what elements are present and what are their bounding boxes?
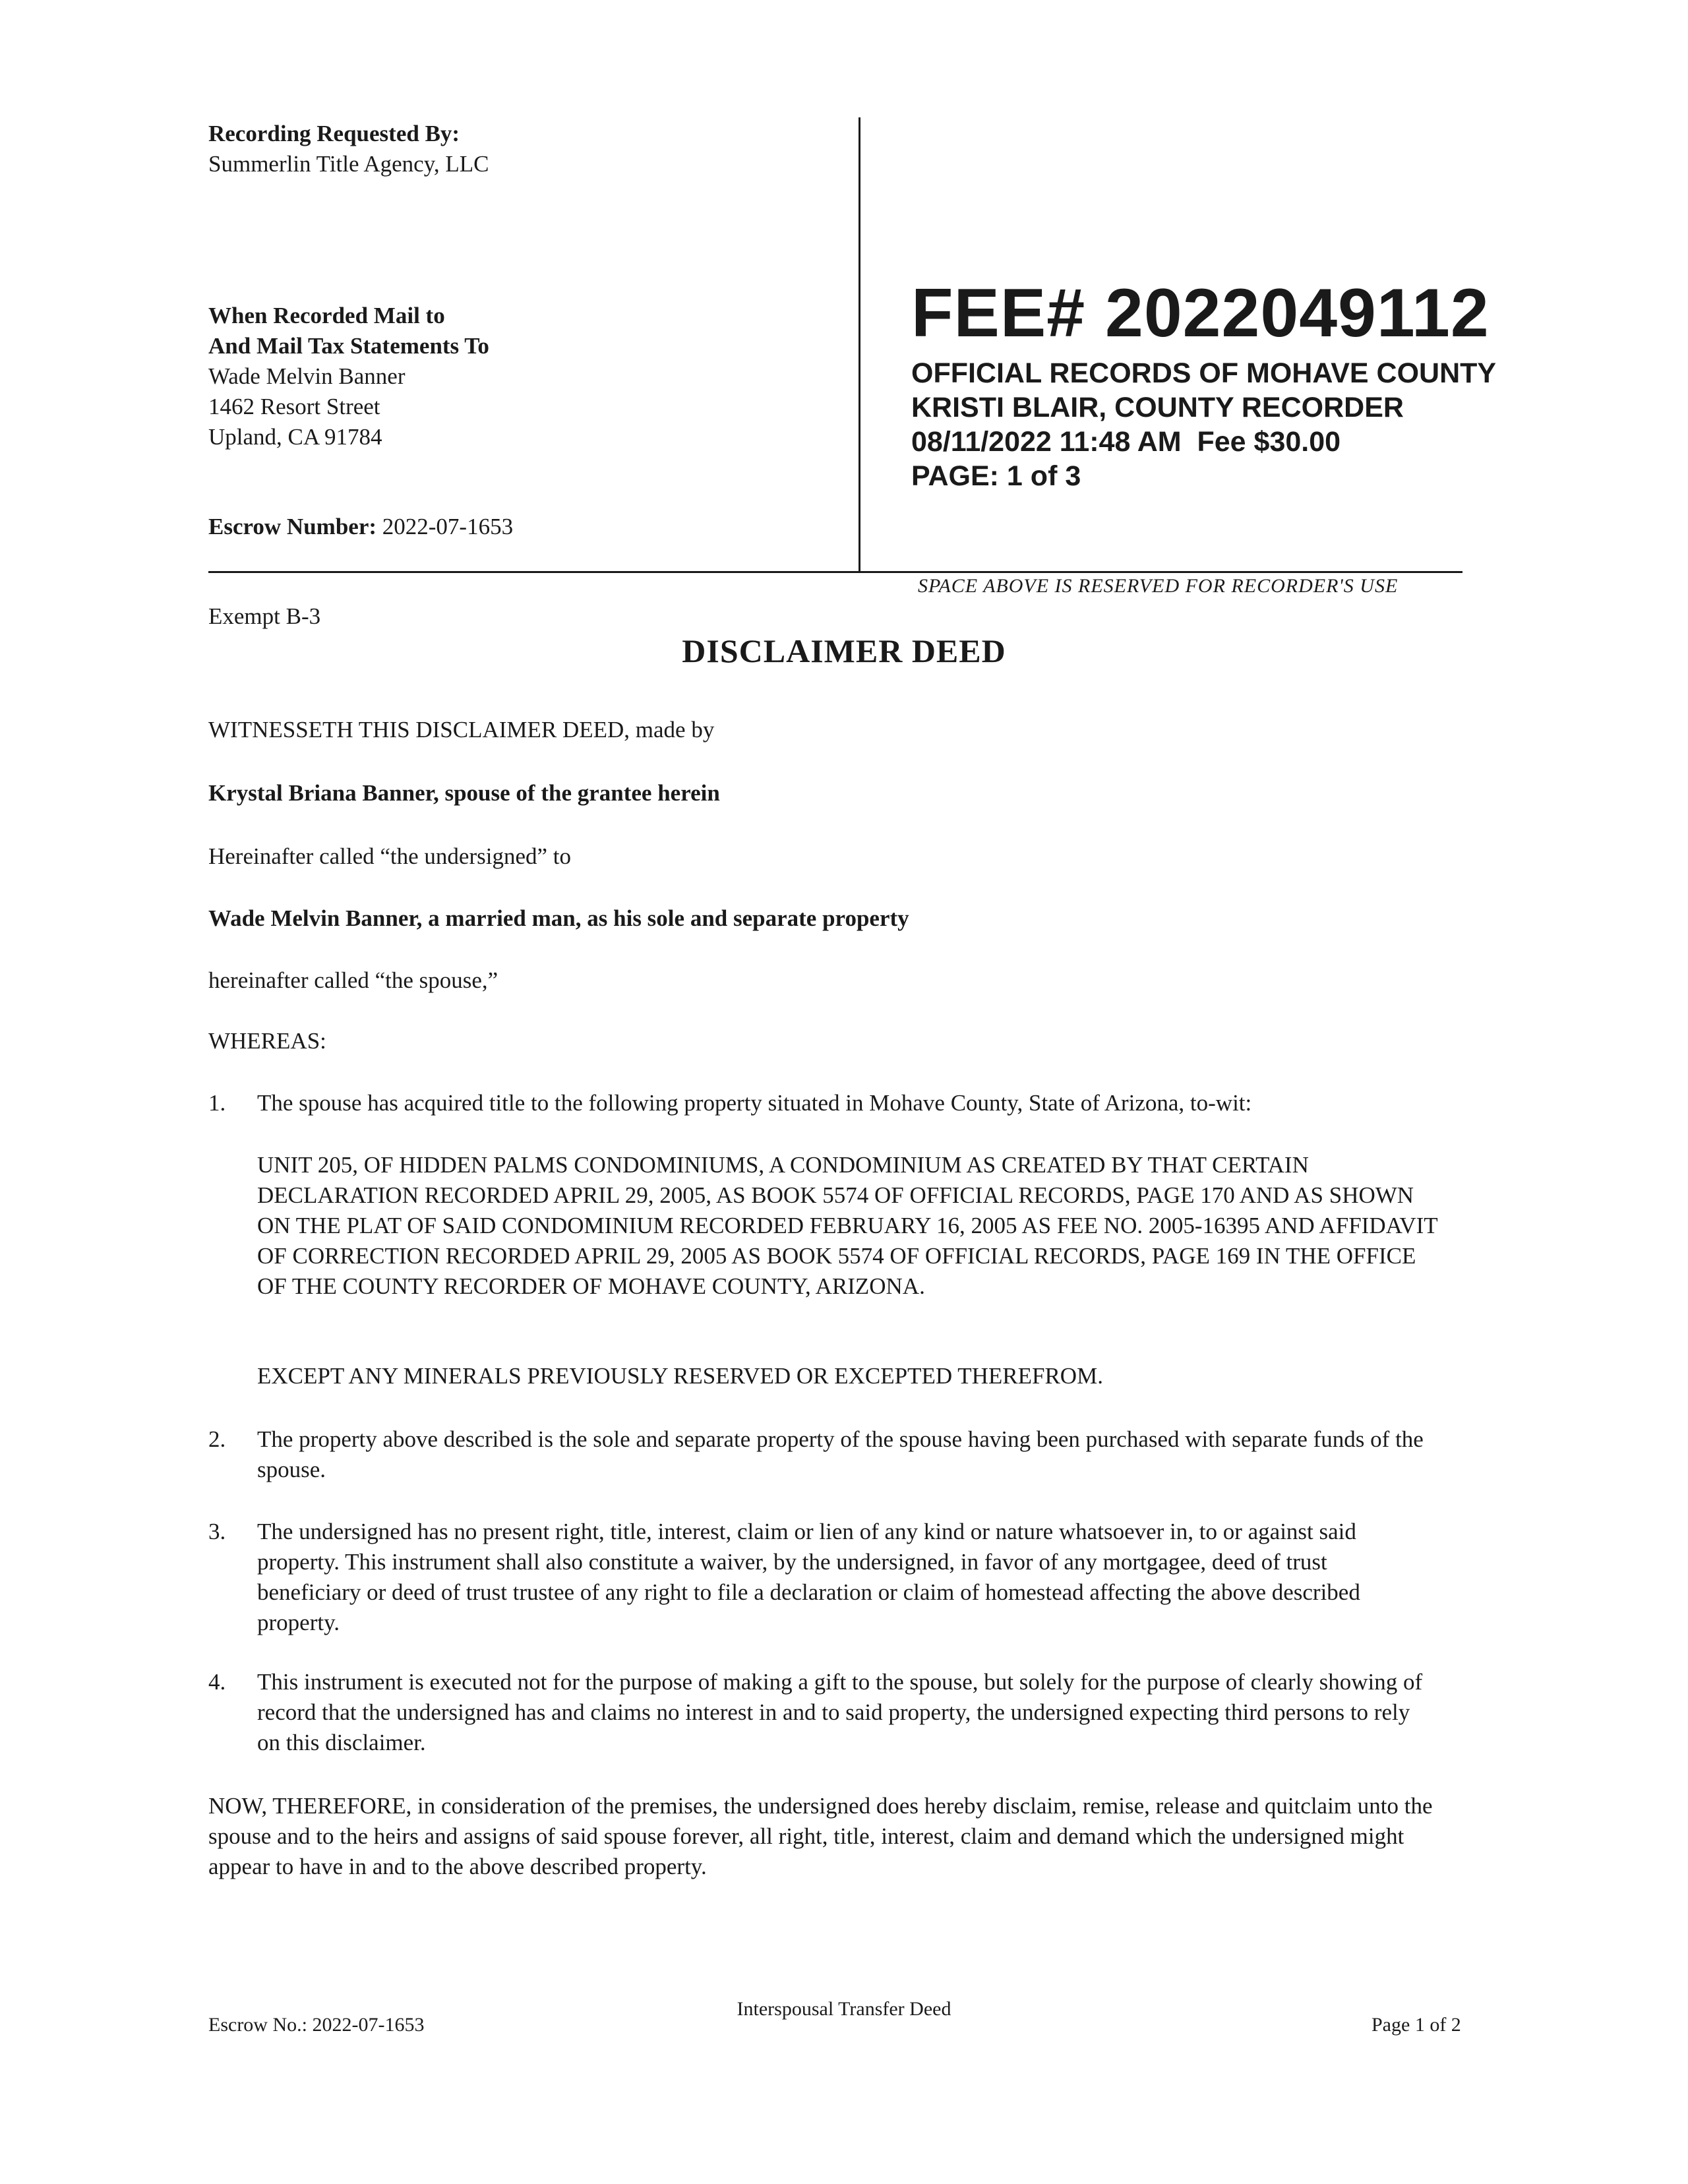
mail-to-label: When Recorded Mail to xyxy=(208,303,445,328)
grantor-line: Krystal Briana Banner, spouse of the grantee herein xyxy=(208,780,720,806)
requested-by-value: Summerlin Title Agency, LLC xyxy=(208,151,489,177)
escrow-number-value: 2022-07-1653 xyxy=(382,514,514,539)
spouse-clause: hereinafter called “the spouse,” xyxy=(208,967,498,993)
witnesseth-clause: WITNESSETH THIS DISCLAIMER DEED, made by xyxy=(208,717,715,743)
recital-item: The spouse has acquired title to the following property situated in Mohave County, State of Arizona, to-wit: xyxy=(257,1090,1252,1116)
mail-name: Wade Melvin Banner xyxy=(208,363,406,389)
item-number: 1. xyxy=(208,1090,226,1116)
legal-description: UNIT 205, OF HIDDEN PALMS CONDOMINIUMS, A CONDOMINIUM AS CREATED BY THAT CERTAIN DECLARATION RECORDED APRIL 29, 2005, AS BOOK 5574 OF OFFICIAL RECORDS, PAGE 170 AND AS SHOWN ON THE PLAT OF SAID CONDOMINIUM RECORDED FEBRUARY 16, 2005 AS FEE NO. 2005-16395 AND AFFIDAVIT OF CORRECTION RECORDED APRIL 29, 2005 AS BOOK 5574 OF OFFICIAL RECORDS, PAGE 169 IN THE OFFICE OF THE COUNTY RECORDER OF MOHAVE COUNTY, ARIZONA. xyxy=(257,1152,1438,1299)
mineral-exception: EXCEPT ANY MINERALS PREVIOUSLY RESERVED OR EXCEPTED THEREFROM. xyxy=(257,1363,1103,1389)
recording-header xyxy=(208,119,828,542)
mail-street: 1462 Resort Street xyxy=(208,394,380,419)
recording-datetime-fee: 08/11/2022 11:48 AM Fee $30.00 xyxy=(911,426,1341,458)
document-title: DISCLAIMER DEED xyxy=(682,632,1006,669)
recording-page-count: PAGE: 1 of 3 xyxy=(911,460,1081,492)
footer-document-type: Interspousal Transfer Deed xyxy=(737,1998,951,2020)
recital-item: This instrument is executed not for the purpose of making a gift to the spouse, but solely for the purpose of clearly showing of record that the undersigned has and claims no interest in and to said property, the undersigned expecting third persons to rely on this disclaimer. xyxy=(257,1669,1423,1755)
undersigned-clause: Hereinafter called “the undersigned” to xyxy=(208,843,572,869)
item-number: 3. xyxy=(208,1519,226,1544)
county-recorder: KRISTI BLAIR, COUNTY RECORDER xyxy=(911,392,1404,423)
escrow-number xyxy=(208,512,828,542)
conveyance-clause: NOW, THEREFORE, in consideration of the premises, the undersigned does hereby disclaim, remise, release and quitclaim unto the spouse and to the heirs and assigns of said spouse forever, all right, title, interest, claim and demand which the undersigned might appear to have in and to the above described property. xyxy=(208,1793,1433,1879)
tax-statements-label: And Mail Tax Statements To xyxy=(208,333,489,359)
grantee-line: Wade Melvin Banner, a married man, as his sole and separate property xyxy=(208,905,909,931)
footer-escrow-number: Escrow No.: 2022-07-1653 xyxy=(208,2014,425,2036)
exempt-code: Exempt B-3 xyxy=(208,603,321,629)
fee-number: FEE# 2022049112 xyxy=(911,275,1490,351)
mail-city: Upland, CA 91784 xyxy=(208,424,382,450)
header-divider-horizontal xyxy=(208,571,1462,573)
header-divider-vertical xyxy=(859,117,860,572)
requested-by-label: Recording Requested By: xyxy=(208,121,460,146)
item-number: 2. xyxy=(208,1426,226,1452)
escrow-number-label: Escrow Number: xyxy=(208,514,377,539)
footer-page-number: Page 1 of 2 xyxy=(1372,2014,1461,2036)
whereas-heading: WHEREAS: xyxy=(208,1028,326,1054)
reserved-space-note: SPACE ABOVE IS RESERVED FOR RECORDER'S USE xyxy=(918,575,1399,597)
recorder-stamp xyxy=(911,356,1496,493)
recorder-office: OFFICIAL RECORDS OF MOHAVE COUNTY xyxy=(911,357,1497,389)
recital-item: The undersigned has no present right, title, interest, claim or lien of any kind or nature whatsoever in, to or against said property. This instrument shall also constitute a waiver, by the undersigned, in favor of any mortgagee, deed of trust beneficiary or deed of trust trustee of any right to file a declaration or claim of homestead affecting the above described property. xyxy=(257,1519,1360,1635)
recital-item: The property above described is the sole and separate property of the spouse having been purchased with separate funds of the spouse. xyxy=(257,1426,1424,1482)
item-number: 4. xyxy=(208,1669,226,1695)
